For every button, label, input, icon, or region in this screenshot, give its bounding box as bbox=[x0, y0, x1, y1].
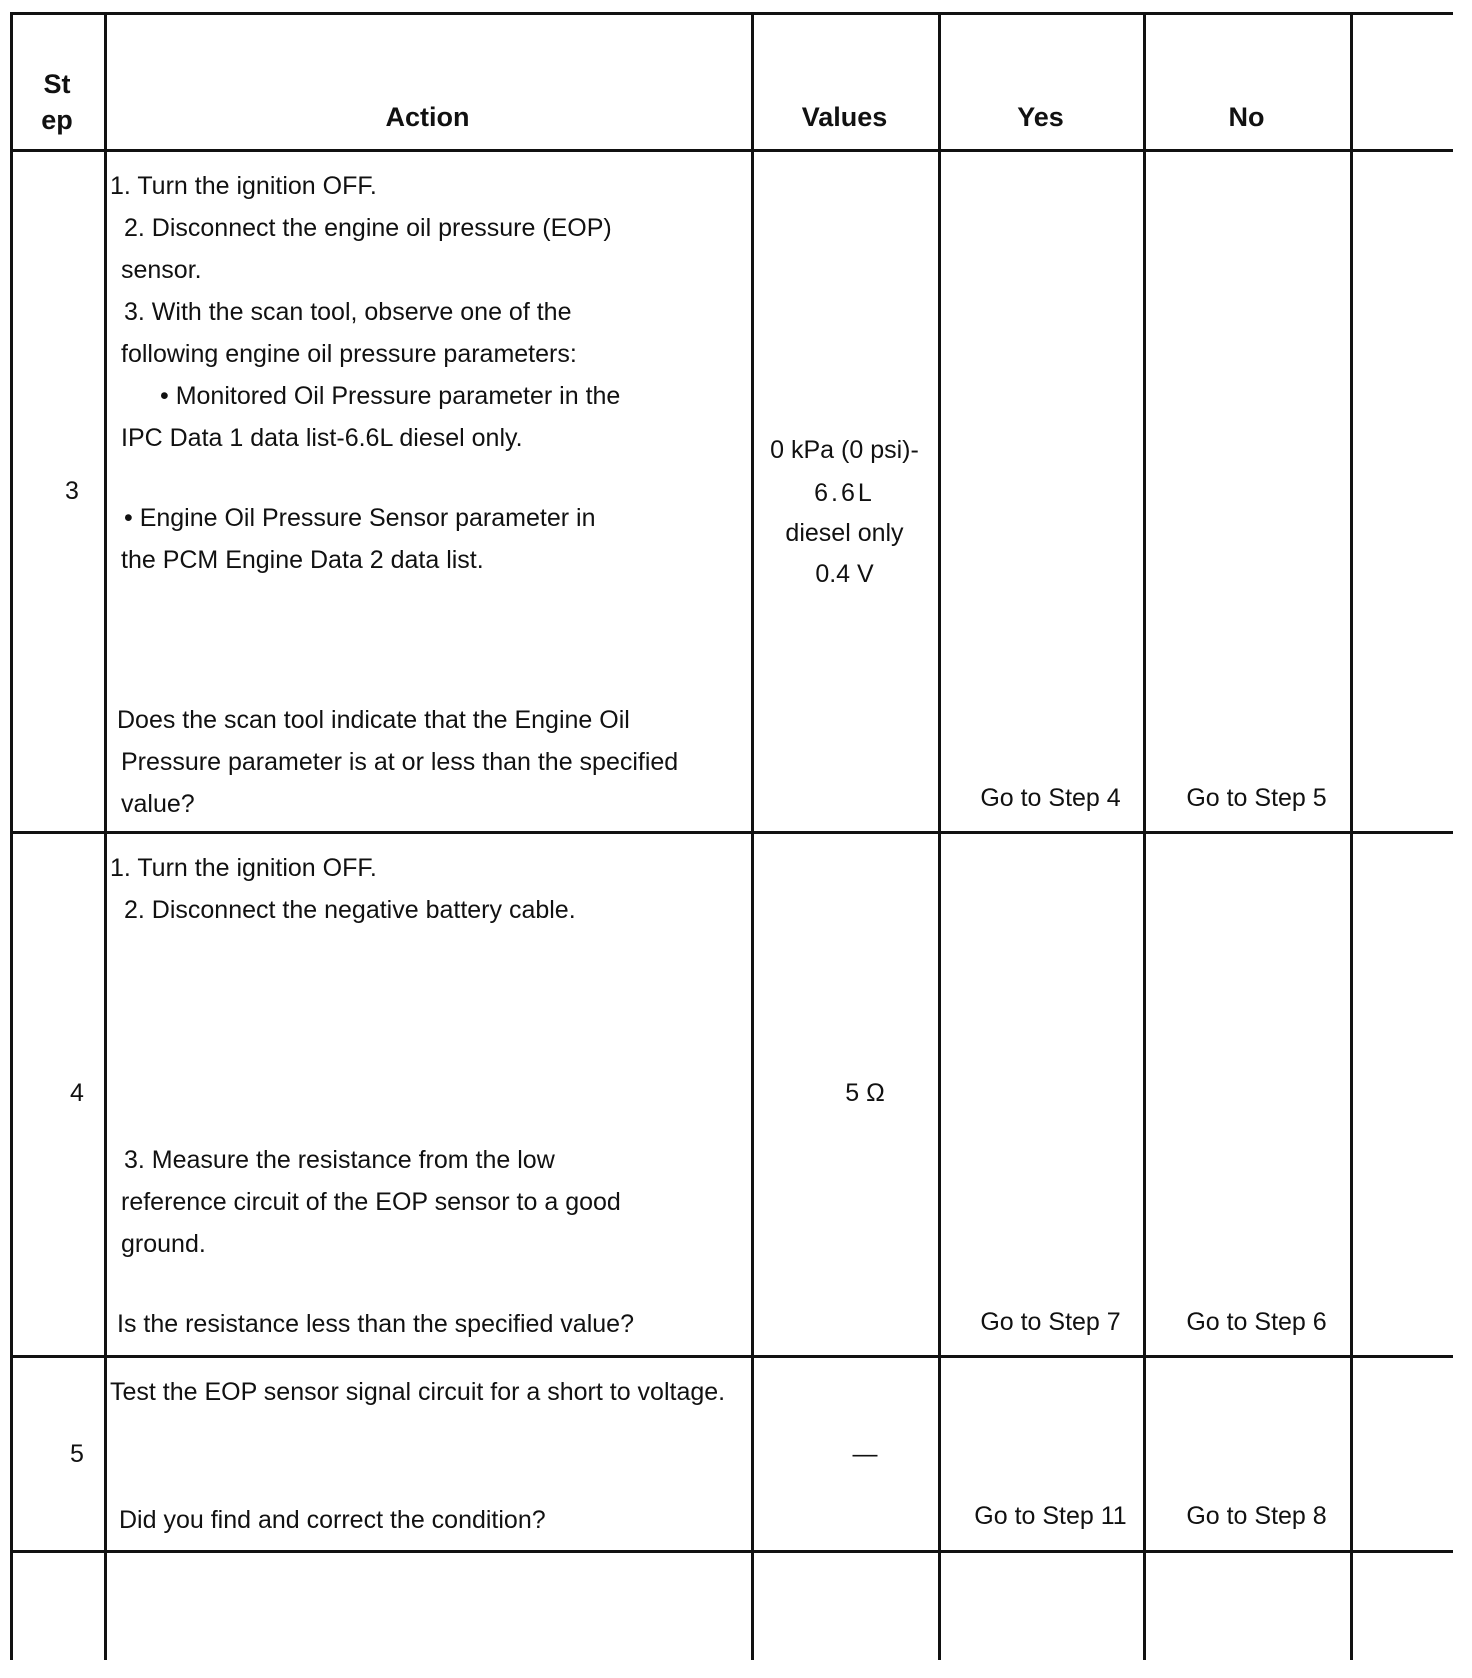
step-number: 3 bbox=[65, 477, 79, 505]
action-line: 3. With the scan tool, observe one of the bbox=[124, 298, 572, 326]
action-line: following engine oil pressure parameters: bbox=[121, 340, 577, 368]
header-action: Action bbox=[385, 102, 470, 132]
header-yes: Yes bbox=[1017, 102, 1064, 132]
action-line: 1. Turn the ignition OFF. bbox=[110, 172, 377, 200]
action-line: sensor. bbox=[121, 256, 202, 284]
value-line: 0.4 V bbox=[815, 560, 874, 588]
action-line: 2. Disconnect the negative battery cable. bbox=[124, 896, 576, 924]
header-divider bbox=[10, 149, 1453, 152]
header-values: Values bbox=[801, 102, 888, 132]
table-border-top bbox=[10, 12, 1453, 15]
column-divider-yes bbox=[1143, 12, 1146, 1660]
column-divider-values bbox=[938, 12, 941, 1660]
table-border-right bbox=[1350, 12, 1353, 1660]
no-result: Go to Step 6 bbox=[1186, 1308, 1327, 1336]
yes-result: Go to Step 7 bbox=[980, 1308, 1121, 1336]
row-divider-4 bbox=[10, 1355, 1453, 1358]
action-question: Pressure parameter is at or less than the specified bbox=[121, 748, 679, 776]
value-line: diesel only bbox=[785, 519, 904, 547]
yes-result: Go to Step 4 bbox=[980, 784, 1121, 812]
header-step-line2: ep bbox=[41, 105, 73, 135]
no-result: Go to Step 8 bbox=[1186, 1502, 1327, 1530]
action-line: • Engine Oil Pressure Sensor parameter in bbox=[124, 504, 596, 532]
column-divider-step bbox=[104, 12, 107, 1660]
row-divider-3 bbox=[10, 831, 1453, 834]
action-question: Does the scan tool indicate that the Engine Oil bbox=[117, 706, 630, 734]
header-step bbox=[10, 66, 104, 138]
table-border-bottom bbox=[10, 1550, 1453, 1553]
action-line: 2. Disconnect the engine oil pressure (EOP) bbox=[124, 214, 612, 242]
action-line: IPC Data 1 data list-6.6L diesel only. bbox=[121, 424, 523, 452]
column-divider-action bbox=[751, 12, 754, 1660]
header-no: No bbox=[1228, 102, 1265, 132]
value-line: 5 Ω bbox=[845, 1079, 885, 1107]
value-line: 0 kPa (0 psi)- bbox=[770, 436, 919, 464]
table-border-left bbox=[10, 12, 13, 1660]
header-step-line1: St bbox=[43, 69, 71, 99]
action-line: the PCM Engine Data 2 data list. bbox=[121, 546, 484, 574]
action-question: Is the resistance less than the specified value? bbox=[117, 1310, 634, 1338]
action-line: • Monitored Oil Pressure parameter in the bbox=[160, 382, 621, 410]
diagnostic-table bbox=[10, 12, 1450, 1660]
value-line: 6.6L bbox=[814, 479, 875, 507]
action-question: Did you find and correct the condition? bbox=[119, 1506, 546, 1534]
value-line: — bbox=[852, 1440, 878, 1468]
action-line: ground. bbox=[121, 1230, 206, 1258]
step-number: 5 bbox=[70, 1440, 84, 1468]
action-line: 1. Turn the ignition OFF. bbox=[110, 854, 377, 882]
action-line: reference circuit of the EOP sensor to a good bbox=[121, 1188, 621, 1216]
action-question: value? bbox=[121, 790, 195, 818]
yes-result: Go to Step 11 bbox=[974, 1502, 1127, 1530]
no-result: Go to Step 5 bbox=[1186, 784, 1327, 812]
action-line: Test the EOP sensor signal circuit for a short to voltage. bbox=[110, 1378, 726, 1406]
step-number: 4 bbox=[70, 1079, 84, 1107]
action-line: 3. Measure the resistance from the low bbox=[124, 1146, 555, 1174]
